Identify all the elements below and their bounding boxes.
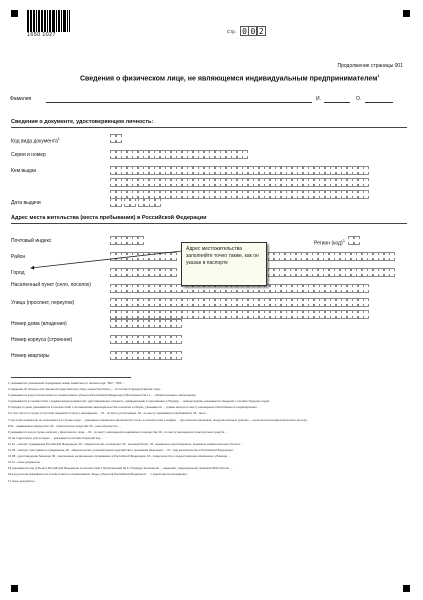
issued-by-cells-1[interactable]	[110, 166, 369, 175]
region-label-text: Регион (код)	[314, 240, 343, 247]
corner-mark-top-right	[403, 10, 410, 17]
footnote: 4 указывается в соответствии с кодами видов документов, удостоверяющих личность, приведенными в приложении к Порядку ... номеру формы указывается сведения с соответствующих кодов	[8, 400, 270, 404]
series-number-cells[interactable]	[110, 150, 248, 159]
apartment-number-cells[interactable]	[110, 351, 182, 360]
initial-o-label: О.	[356, 96, 362, 102]
house-number-label: Номер дома (владения)	[11, 321, 67, 327]
address-divider	[11, 223, 407, 224]
apartment-number-label: Номер квартиры	[11, 353, 50, 359]
initial-i-label: И.	[316, 96, 321, 102]
settlement-label: Населенный пункт (село, поселок)	[11, 282, 91, 288]
footnote: 17 иные документы ...	[8, 479, 38, 483]
continuation-note: Продолжение страницы 001	[337, 63, 403, 69]
barcode-number: 1650 1027	[27, 32, 56, 38]
issued-by-cells-2[interactable]	[110, 178, 369, 187]
footnotes	[8, 382, 416, 486]
footnote: 6 в том числе в случае отсутствия сведений по месту нахождения ... 01 - по месту регистрации; 02 - по месту проживания (пребывания); 03 - иное ...	[8, 412, 209, 416]
corner-mark-bottom-left	[11, 585, 18, 592]
postal-code-label: Почтовый индекс	[11, 238, 52, 244]
building-number-label: Номер корпуса (строения)	[11, 337, 73, 343]
footnotes-divider	[11, 377, 131, 378]
city-cells[interactable]	[110, 268, 176, 277]
series-number-label: Серия и номер	[11, 152, 46, 158]
district-cells-right[interactable]	[268, 252, 395, 261]
doc-type-label-text: Код вида документа	[11, 138, 58, 145]
footnote: 11 01 - паспорт гражданина Российской Федерации; 02 - свидетельство о рождении; 03 - военный билет; 04 - временное удостоверение, выданное взамен военного билета ...	[8, 442, 244, 446]
footnote: 3 указывается код в соответствии со справочником субъектов Российской Федерации (Приложение № 1 к ... обязательными к заполнению)	[8, 394, 196, 398]
street-cells[interactable]	[110, 298, 369, 307]
address-hint-tooltip: Адрес местожительства заполняйте точно также, как он указан в паспорте	[181, 242, 267, 286]
footnote: 9 указывается код в случае наличия у физического лица ... 01 - по месту нахождения недвижимого имущества; 02 - по месту нахождения транспортных средств ...	[8, 430, 228, 434]
issue-date-cells[interactable]	[110, 198, 160, 207]
footnote: 10 на территории, для которых ... указывается соответствующий код ...	[8, 436, 104, 440]
title-footnote-ref: 1	[377, 73, 380, 78]
page-digit: 0	[248, 26, 257, 36]
barcode	[27, 10, 71, 32]
corner-mark-bottom-right	[403, 585, 410, 592]
district-label: Район	[11, 254, 26, 260]
initial-o-field[interactable]	[365, 102, 393, 103]
issued-by-label: Кем выдан	[11, 168, 37, 174]
doc-type-footnote-ref: 1	[57, 137, 60, 141]
street-cells-2[interactable]	[110, 310, 369, 319]
page-digit: 2	[257, 26, 266, 36]
street-label: Улица (проспект, переулок)	[11, 300, 75, 306]
doc-type-label	[11, 136, 60, 145]
footnote: 7 при этом показатели не заполняются в случае когда ... указанные показатели заполняются строго в соответствии с кодами ... при наличии признаков, предусмотренных пунктом ... налогоплательщика (налогового агента) ...	[8, 418, 310, 422]
footnote: 8 01 - недвижимое имущество; 02 - транспортные средства; 03 - иное имущество ...	[8, 424, 121, 428]
corner-mark-top-left	[11, 10, 18, 17]
address-title: Адрес места жительства (места пребывания) в Российской Федерации	[11, 215, 207, 221]
initial-i-field[interactable]	[324, 102, 350, 103]
city-label: Город	[11, 270, 25, 276]
surname-field[interactable]	[46, 102, 312, 103]
page-number-cells	[240, 26, 265, 36]
doc-type-cells[interactable]	[110, 134, 121, 143]
surname-label: Фамилия	[10, 96, 32, 102]
page-title	[80, 73, 380, 82]
page-digit: 0	[240, 26, 249, 36]
region-label	[314, 238, 345, 247]
footnote: 16 код региона указывается в соответствии со справочником "Коды субъектов Российской Федерации" ... с кодом места нахождения ...	[8, 473, 190, 477]
footnote: 15 указывается код субъекта Российской Федерации в соответствии с Приложением № 3 к Порядку заполнения ... сведений, утвержденному приказом ФНС России ...	[8, 467, 233, 471]
identity-doc-divider	[11, 127, 407, 128]
postal-code-cells[interactable]	[110, 236, 143, 245]
region-code-cells[interactable]	[348, 236, 359, 245]
page-title-text: Сведения о физическом лице, не являющемся индивидуальным предпринимателем	[80, 75, 378, 83]
page-label: Стр.	[227, 29, 237, 34]
house-number-cells[interactable]	[110, 319, 182, 328]
district-cells[interactable]	[110, 252, 176, 261]
city-cells-right[interactable]	[268, 268, 395, 277]
footnote: 14 11 - иные документы ...	[8, 461, 44, 465]
identity-doc-title: Сведения о документе, удостоверяющем личность:	[11, 119, 154, 125]
region-footnote-ref: 3	[342, 239, 345, 243]
footnote: 13 08 - удостоверение беженца; 09 - разрешение на временное проживание в Российской Федерации; 10 - свидетельство о предоставлении временного убежища ...	[8, 455, 231, 459]
footnote: 2 сведения об опекуне или законном представителе лица, недееспособного, ...по соответствующей форме лица...	[8, 388, 163, 392]
building-number-cells[interactable]	[110, 335, 182, 344]
name-row	[10, 94, 407, 104]
footnote: 12 05 - паспорт иностранного гражданина; 06 - свидетельство о рассмотрении ходатайства о признании беженцем ...; 07 - вид на жительство в Российской Федерации ...	[8, 449, 237, 453]
footnote: 1 указывается уникальный порядковый номер заявителя от начала года: "001", "002"...	[8, 382, 125, 385]
issue-date-label: Дата выдачи	[11, 200, 41, 206]
footnote: 5 порядок и сроки указываются в соответствии с положениями законодательства о налогах и сборах; указывается ... суммы налога по месту нахождения обособленного подразделения ...	[8, 406, 260, 410]
